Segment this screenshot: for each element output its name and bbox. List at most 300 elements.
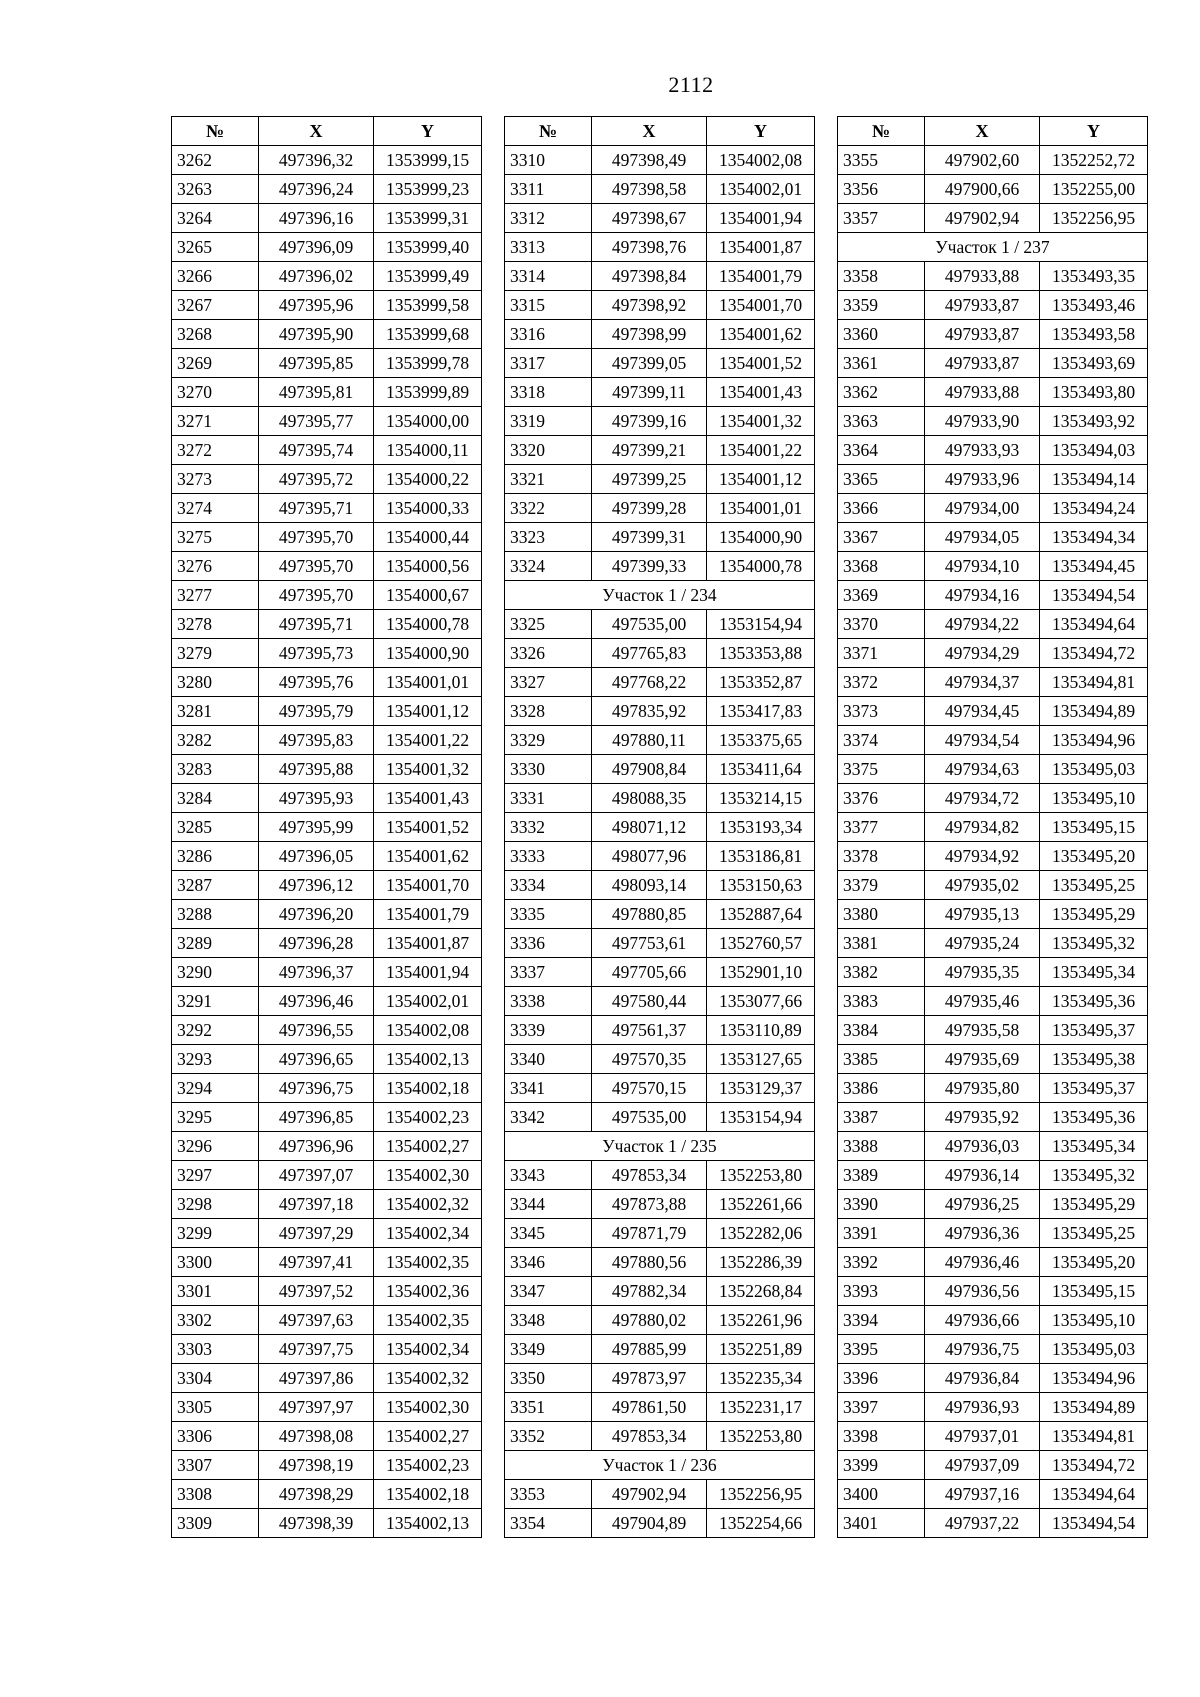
y-coordinate-cell: 1353493,80 (1040, 378, 1148, 407)
y-coordinate-cell: 1353494,54 (1040, 581, 1148, 610)
table-row (505, 1248, 815, 1277)
table-row (838, 146, 1148, 175)
table-row (838, 1248, 1148, 1277)
point-number-cell: 3377 (838, 813, 925, 842)
point-number-cell: 3376 (838, 784, 925, 813)
point-number-cell: 3399 (838, 1451, 925, 1480)
point-number-cell: 3384 (838, 1016, 925, 1045)
table-row (172, 1306, 482, 1335)
table-row (505, 1045, 815, 1074)
x-coordinate-cell: 497902,94 (925, 204, 1040, 233)
table-row (505, 958, 815, 987)
y-coordinate-cell: 1353494,96 (1040, 1364, 1148, 1393)
table-row (838, 1480, 1148, 1509)
x-coordinate-cell: 497934,82 (925, 813, 1040, 842)
y-coordinate-cell: 1354000,67 (374, 581, 482, 610)
y-coordinate-cell: 1354002,13 (374, 1509, 482, 1538)
point-number-cell: 3380 (838, 900, 925, 929)
y-coordinate-cell: 1354002,13 (374, 1045, 482, 1074)
y-coordinate-cell: 1353495,15 (1040, 1277, 1148, 1306)
table-row (838, 1016, 1148, 1045)
table-row (505, 726, 815, 755)
x-coordinate-cell: 497937,16 (925, 1480, 1040, 1509)
point-number-cell: 3393 (838, 1277, 925, 1306)
table-row (172, 494, 482, 523)
y-coordinate-cell: 1354001,01 (374, 668, 482, 697)
table-row (838, 697, 1148, 726)
y-coordinate-cell: 1353494,64 (1040, 610, 1148, 639)
x-coordinate-cell: 497396,46 (259, 987, 374, 1016)
point-number-cell: 3280 (172, 668, 259, 697)
point-number-cell: 3268 (172, 320, 259, 349)
point-number-cell: 3292 (172, 1016, 259, 1045)
y-coordinate-cell: 1353494,81 (1040, 1422, 1148, 1451)
point-number-cell: 3293 (172, 1045, 259, 1074)
table-row (838, 552, 1148, 581)
point-number-cell: 3386 (838, 1074, 925, 1103)
point-number-cell: 3351 (505, 1393, 592, 1422)
table-row (505, 494, 815, 523)
x-coordinate-cell: 497396,85 (259, 1103, 374, 1132)
point-number-cell: 3357 (838, 204, 925, 233)
table-row (172, 436, 482, 465)
table-row (838, 1509, 1148, 1538)
x-coordinate-cell: 497580,44 (592, 987, 707, 1016)
table-row (838, 958, 1148, 987)
point-number-cell: 3382 (838, 958, 925, 987)
table-row (172, 378, 482, 407)
y-coordinate-cell: 1353999,23 (374, 175, 482, 204)
y-coordinate-cell: 1353999,68 (374, 320, 482, 349)
y-coordinate-cell: 1353129,37 (707, 1074, 815, 1103)
x-coordinate-cell: 497570,35 (592, 1045, 707, 1074)
table-row (505, 465, 815, 494)
point-number-cell: 3312 (505, 204, 592, 233)
x-coordinate-cell: 497398,92 (592, 291, 707, 320)
x-coordinate-cell: 497934,63 (925, 755, 1040, 784)
table-row (172, 1364, 482, 1393)
y-coordinate-cell: 1353495,38 (1040, 1045, 1148, 1074)
table-row (172, 1509, 482, 1538)
table-row (505, 349, 815, 378)
table-row (505, 668, 815, 697)
table-row (838, 291, 1148, 320)
x-coordinate-cell: 497880,56 (592, 1248, 707, 1277)
point-number-cell: 3345 (505, 1219, 592, 1248)
column-header-y: Y (707, 117, 815, 146)
y-coordinate-cell: 1353494,34 (1040, 523, 1148, 552)
x-coordinate-cell: 497933,87 (925, 320, 1040, 349)
y-coordinate-cell: 1354001,87 (374, 929, 482, 958)
point-number-cell: 3287 (172, 871, 259, 900)
y-coordinate-cell: 1354002,30 (374, 1393, 482, 1422)
x-coordinate-cell: 497399,21 (592, 436, 707, 465)
x-coordinate-cell: 497934,37 (925, 668, 1040, 697)
point-number-cell: 3378 (838, 842, 925, 871)
x-coordinate-cell: 497395,74 (259, 436, 374, 465)
table-row (172, 291, 482, 320)
point-number-cell: 3348 (505, 1306, 592, 1335)
y-coordinate-cell: 1354000,33 (374, 494, 482, 523)
y-coordinate-cell: 1352252,72 (1040, 146, 1148, 175)
table-row (838, 262, 1148, 291)
point-number-cell: 3390 (838, 1190, 925, 1219)
y-coordinate-cell: 1353110,89 (707, 1016, 815, 1045)
point-number-cell: 3326 (505, 639, 592, 668)
y-coordinate-cell: 1353495,20 (1040, 1248, 1148, 1277)
point-number-cell: 3385 (838, 1045, 925, 1074)
table-row (172, 987, 482, 1016)
table-row (172, 1219, 482, 1248)
y-coordinate-cell: 1353494,45 (1040, 552, 1148, 581)
x-coordinate-cell: 497900,66 (925, 175, 1040, 204)
point-number-cell: 3331 (505, 784, 592, 813)
point-number-cell: 3356 (838, 175, 925, 204)
table-row (838, 378, 1148, 407)
table-row (505, 1509, 815, 1538)
x-coordinate-cell: 497396,96 (259, 1132, 374, 1161)
table-row (172, 900, 482, 929)
y-coordinate-cell: 1353494,89 (1040, 1393, 1148, 1422)
x-coordinate-cell: 497397,07 (259, 1161, 374, 1190)
table-row (838, 349, 1148, 378)
y-coordinate-cell: 1353495,15 (1040, 813, 1148, 842)
table-row (505, 146, 815, 175)
point-number-cell: 3400 (838, 1480, 925, 1509)
y-coordinate-cell: 1352760,57 (707, 929, 815, 958)
point-number-cell: 3305 (172, 1393, 259, 1422)
y-coordinate-cell: 1354001,12 (374, 697, 482, 726)
section-title: Участок 1 / 235 (505, 1132, 815, 1161)
point-number-cell: 3325 (505, 610, 592, 639)
y-coordinate-cell: 1352235,34 (707, 1364, 815, 1393)
point-number-cell: 3366 (838, 494, 925, 523)
x-coordinate-cell: 497399,28 (592, 494, 707, 523)
point-number-cell: 3276 (172, 552, 259, 581)
y-coordinate-cell: 1354001,62 (707, 320, 815, 349)
point-number-cell: 3296 (172, 1132, 259, 1161)
x-coordinate-cell: 497397,18 (259, 1190, 374, 1219)
table-row (172, 465, 482, 494)
table-row (172, 349, 482, 378)
y-coordinate-cell: 1354002,34 (374, 1219, 482, 1248)
table-row (172, 1045, 482, 1074)
y-coordinate-cell: 1354000,00 (374, 407, 482, 436)
x-coordinate-cell: 497395,71 (259, 610, 374, 639)
y-coordinate-cell: 1354002,32 (374, 1190, 482, 1219)
x-coordinate-cell: 497933,87 (925, 349, 1040, 378)
y-coordinate-cell: 1353495,32 (1040, 1161, 1148, 1190)
table-header-row (505, 117, 815, 146)
y-coordinate-cell: 1353495,10 (1040, 1306, 1148, 1335)
section-title: Участок 1 / 236 (505, 1451, 815, 1480)
x-coordinate-cell: 497882,34 (592, 1277, 707, 1306)
x-coordinate-cell: 497395,79 (259, 697, 374, 726)
x-coordinate-cell: 497397,41 (259, 1248, 374, 1277)
table-row (505, 175, 815, 204)
point-number-cell: 3297 (172, 1161, 259, 1190)
point-number-cell: 3320 (505, 436, 592, 465)
point-number-cell: 3266 (172, 262, 259, 291)
x-coordinate-cell: 497936,46 (925, 1248, 1040, 1277)
table-row (505, 1074, 815, 1103)
y-coordinate-cell: 1354002,32 (374, 1364, 482, 1393)
table-row (172, 755, 482, 784)
x-coordinate-cell: 497936,66 (925, 1306, 1040, 1335)
table-row (505, 378, 815, 407)
x-coordinate-cell: 497398,76 (592, 233, 707, 262)
x-coordinate-cell: 497873,88 (592, 1190, 707, 1219)
point-number-cell: 3391 (838, 1219, 925, 1248)
table-row (172, 958, 482, 987)
table-row (505, 436, 815, 465)
y-coordinate-cell: 1353495,03 (1040, 1335, 1148, 1364)
y-coordinate-cell: 1353999,31 (374, 204, 482, 233)
x-coordinate-cell: 497936,25 (925, 1190, 1040, 1219)
table-row (505, 1161, 815, 1190)
y-coordinate-cell: 1353494,81 (1040, 668, 1148, 697)
y-coordinate-cell: 1352253,80 (707, 1161, 815, 1190)
x-coordinate-cell: 497395,70 (259, 552, 374, 581)
y-coordinate-cell: 1353150,63 (707, 871, 815, 900)
x-coordinate-cell: 497561,37 (592, 1016, 707, 1045)
x-coordinate-cell: 497396,02 (259, 262, 374, 291)
table-row (838, 755, 1148, 784)
x-coordinate-cell: 497395,90 (259, 320, 374, 349)
table-row (172, 697, 482, 726)
y-coordinate-cell: 1354001,01 (707, 494, 815, 523)
point-number-cell: 3328 (505, 697, 592, 726)
y-coordinate-cell: 1354001,70 (707, 291, 815, 320)
y-coordinate-cell: 1353494,54 (1040, 1509, 1148, 1538)
y-coordinate-cell: 1354002,01 (707, 175, 815, 204)
x-coordinate-cell: 497937,09 (925, 1451, 1040, 1480)
table-row (172, 1248, 482, 1277)
x-coordinate-cell: 497396,20 (259, 900, 374, 929)
point-number-cell: 3264 (172, 204, 259, 233)
point-number-cell: 3311 (505, 175, 592, 204)
point-number-cell: 3300 (172, 1248, 259, 1277)
table-row (838, 1132, 1148, 1161)
point-number-cell: 3302 (172, 1306, 259, 1335)
point-number-cell: 3352 (505, 1422, 592, 1451)
table-row (838, 407, 1148, 436)
y-coordinate-cell: 1354000,78 (707, 552, 815, 581)
x-coordinate-cell: 497937,01 (925, 1422, 1040, 1451)
y-coordinate-cell: 1354000,78 (374, 610, 482, 639)
table-row (838, 1306, 1148, 1335)
point-number-cell: 3307 (172, 1451, 259, 1480)
table-row (505, 1277, 815, 1306)
table-row (505, 697, 815, 726)
y-coordinate-cell: 1352251,89 (707, 1335, 815, 1364)
point-number-cell: 3341 (505, 1074, 592, 1103)
y-coordinate-cell: 1353495,10 (1040, 784, 1148, 813)
table-row (172, 726, 482, 755)
y-coordinate-cell: 1353493,92 (1040, 407, 1148, 436)
x-coordinate-cell: 497853,34 (592, 1422, 707, 1451)
x-coordinate-cell: 497934,72 (925, 784, 1040, 813)
table-row (172, 204, 482, 233)
point-number-cell: 3281 (172, 697, 259, 726)
y-coordinate-cell: 1354001,70 (374, 871, 482, 900)
x-coordinate-cell: 497936,75 (925, 1335, 1040, 1364)
x-coordinate-cell: 497396,55 (259, 1016, 374, 1045)
point-number-cell: 3349 (505, 1335, 592, 1364)
point-number-cell: 3279 (172, 639, 259, 668)
x-coordinate-cell: 497765,83 (592, 639, 707, 668)
table-row (838, 1422, 1148, 1451)
y-coordinate-cell: 1353411,64 (707, 755, 815, 784)
x-coordinate-cell: 497880,11 (592, 726, 707, 755)
point-number-cell: 3362 (838, 378, 925, 407)
table-row (838, 1161, 1148, 1190)
point-number-cell: 3327 (505, 668, 592, 697)
table-row (838, 1219, 1148, 1248)
y-coordinate-cell: 1353493,46 (1040, 291, 1148, 320)
table-row (838, 523, 1148, 552)
table-row (838, 1364, 1148, 1393)
point-number-cell: 3273 (172, 465, 259, 494)
y-coordinate-cell: 1352254,66 (707, 1509, 815, 1538)
x-coordinate-cell: 497397,86 (259, 1364, 374, 1393)
x-coordinate-cell: 497934,05 (925, 523, 1040, 552)
x-coordinate-cell: 497395,72 (259, 465, 374, 494)
y-coordinate-cell: 1353417,83 (707, 697, 815, 726)
table-row (172, 523, 482, 552)
y-coordinate-cell: 1354002,35 (374, 1248, 482, 1277)
point-number-cell: 3282 (172, 726, 259, 755)
y-coordinate-cell: 1353495,36 (1040, 1103, 1148, 1132)
table-row (505, 755, 815, 784)
table-row (838, 1103, 1148, 1132)
x-coordinate-cell: 497396,65 (259, 1045, 374, 1074)
table-body (838, 146, 1148, 1538)
section-title: Участок 1 / 234 (505, 581, 815, 610)
y-coordinate-cell: 1353999,49 (374, 262, 482, 291)
point-number-cell: 3371 (838, 639, 925, 668)
y-coordinate-cell: 1354002,18 (374, 1480, 482, 1509)
table-row (505, 1016, 815, 1045)
point-number-cell: 3360 (838, 320, 925, 349)
x-coordinate-cell: 497936,03 (925, 1132, 1040, 1161)
point-number-cell: 3310 (505, 146, 592, 175)
y-coordinate-cell: 1354001,22 (374, 726, 482, 755)
x-coordinate-cell: 498071,12 (592, 813, 707, 842)
x-coordinate-cell: 497395,70 (259, 581, 374, 610)
point-number-cell: 3365 (838, 465, 925, 494)
y-coordinate-cell: 1353186,81 (707, 842, 815, 871)
table-row (838, 1277, 1148, 1306)
y-coordinate-cell: 1354001,43 (707, 378, 815, 407)
table-row (505, 842, 815, 871)
x-coordinate-cell: 497933,88 (925, 262, 1040, 291)
y-coordinate-cell: 1353495,34 (1040, 1132, 1148, 1161)
point-number-cell: 3329 (505, 726, 592, 755)
table-row (172, 1277, 482, 1306)
table-row (505, 1306, 815, 1335)
x-coordinate-cell: 497395,99 (259, 813, 374, 842)
x-coordinate-cell: 497396,24 (259, 175, 374, 204)
y-coordinate-cell: 1353999,40 (374, 233, 482, 262)
table-row (172, 784, 482, 813)
point-number-cell: 3283 (172, 755, 259, 784)
x-coordinate-cell: 497395,81 (259, 378, 374, 407)
table-row (838, 581, 1148, 610)
x-coordinate-cell: 497397,63 (259, 1306, 374, 1335)
table-row (172, 1422, 482, 1451)
x-coordinate-cell: 497396,09 (259, 233, 374, 262)
point-number-cell: 3263 (172, 175, 259, 204)
x-coordinate-cell: 497398,58 (592, 175, 707, 204)
x-coordinate-cell: 497395,88 (259, 755, 374, 784)
point-number-cell: 3346 (505, 1248, 592, 1277)
point-number-cell: 3347 (505, 1277, 592, 1306)
x-coordinate-cell: 497936,14 (925, 1161, 1040, 1190)
point-number-cell: 3314 (505, 262, 592, 291)
point-number-cell: 3301 (172, 1277, 259, 1306)
section-row (505, 1132, 815, 1161)
x-coordinate-cell: 497873,97 (592, 1364, 707, 1393)
table-body (505, 146, 815, 1538)
x-coordinate-cell: 497768,22 (592, 668, 707, 697)
table-row (838, 1190, 1148, 1219)
x-coordinate-cell: 497395,76 (259, 668, 374, 697)
point-number-cell: 3379 (838, 871, 925, 900)
x-coordinate-cell: 497399,16 (592, 407, 707, 436)
x-coordinate-cell: 497935,24 (925, 929, 1040, 958)
x-coordinate-cell: 497880,85 (592, 900, 707, 929)
x-coordinate-cell: 497934,22 (925, 610, 1040, 639)
table-row (838, 436, 1148, 465)
table-row (505, 552, 815, 581)
point-number-cell: 3338 (505, 987, 592, 1016)
x-coordinate-cell: 497937,22 (925, 1509, 1040, 1538)
y-coordinate-cell: 1353495,37 (1040, 1074, 1148, 1103)
x-coordinate-cell: 497395,71 (259, 494, 374, 523)
table-row (172, 1393, 482, 1422)
table-row (838, 204, 1148, 233)
table-row (838, 175, 1148, 204)
y-coordinate-cell: 1353495,32 (1040, 929, 1148, 958)
column-header-number: № (505, 117, 592, 146)
point-number-cell: 3272 (172, 436, 259, 465)
y-coordinate-cell: 1354002,36 (374, 1277, 482, 1306)
x-coordinate-cell: 497853,34 (592, 1161, 707, 1190)
x-coordinate-cell: 497395,77 (259, 407, 374, 436)
y-coordinate-cell: 1352901,10 (707, 958, 815, 987)
point-number-cell: 3317 (505, 349, 592, 378)
y-coordinate-cell: 1354002,08 (374, 1016, 482, 1045)
point-number-cell: 3333 (505, 842, 592, 871)
y-coordinate-cell: 1353494,24 (1040, 494, 1148, 523)
point-number-cell: 3277 (172, 581, 259, 610)
point-number-cell: 3303 (172, 1335, 259, 1364)
point-number-cell: 3396 (838, 1364, 925, 1393)
y-coordinate-cell: 1353493,35 (1040, 262, 1148, 291)
point-number-cell: 3284 (172, 784, 259, 813)
point-number-cell: 3304 (172, 1364, 259, 1393)
x-coordinate-cell: 497936,93 (925, 1393, 1040, 1422)
table-row (838, 987, 1148, 1016)
x-coordinate-cell: 497835,92 (592, 697, 707, 726)
x-coordinate-cell: 497933,90 (925, 407, 1040, 436)
table-row (505, 1422, 815, 1451)
x-coordinate-cell: 497904,89 (592, 1509, 707, 1538)
table-row (172, 175, 482, 204)
y-coordinate-cell: 1354001,52 (707, 349, 815, 378)
x-coordinate-cell: 497871,79 (592, 1219, 707, 1248)
